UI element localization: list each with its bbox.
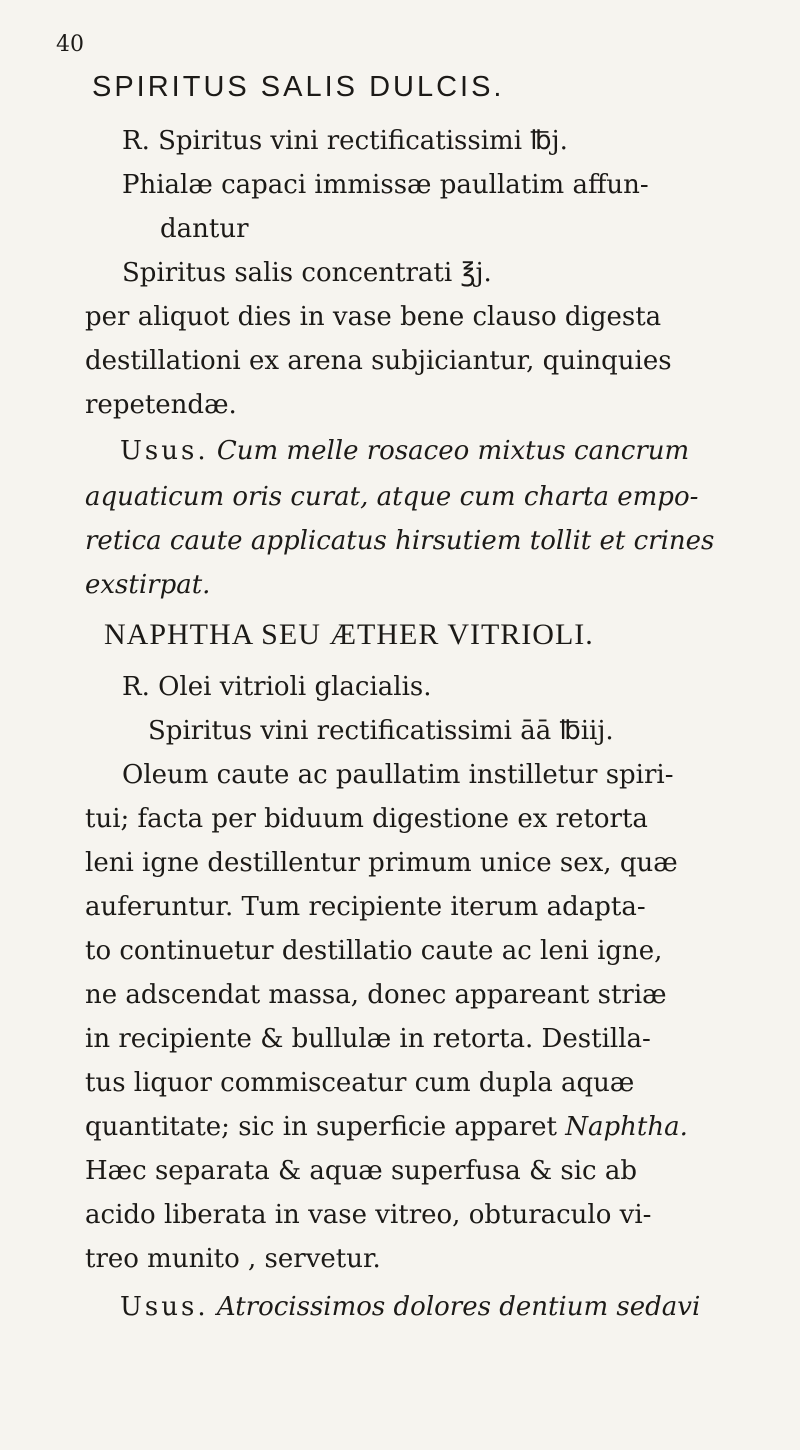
recipe-line: in recipiente & bullulæ in retorta. Destilla- — [85, 1024, 651, 1054]
usus-label: Usus. — [120, 436, 209, 466]
recipe-line: R. Spiritus vini rectificatissimi ℔j. — [122, 126, 568, 156]
recipe-line: destillationi ex arena subjiciantur, quinquies — [85, 346, 672, 376]
section-title-naphtha: NAPHTHA SEU ÆTHER VITRIOLI. — [104, 618, 594, 651]
recipe-line-text: quantitate; sic in superficie apparet — [85, 1112, 557, 1142]
recipe-line: to continuetur destillatio caute ac leni igne, — [85, 936, 663, 966]
recipe-line: per aliquot dies in vase bene clauso digesta — [85, 302, 662, 332]
recipe-line: Spiritus vini rectificatissimi āā ℔iij. — [148, 716, 614, 746]
recipe-line: acido liberata in vase vitreo, obturaculo vi- — [85, 1200, 652, 1230]
usus-text: Atrocissimos dolores dentium sedavi — [216, 1292, 701, 1322]
recipe-line: tus liquor commisceatur cum dupla aquæ — [85, 1068, 635, 1098]
recipe-line: auferuntur. Tum recipiente iterum adapta- — [85, 892, 646, 922]
recipe-line: dantur — [160, 214, 249, 244]
page-number: 40 — [56, 32, 84, 57]
recipe-line — [85, 1112, 688, 1142]
usus-line: exstirpat. — [85, 570, 211, 600]
usus-text: Cum melle rosaceo mixtus cancrum — [216, 436, 690, 466]
recipe-line: tui; facta per biduum digestione ex retorta — [85, 804, 648, 834]
recipe-line: leni igne destillentur primum unice sex, quæ — [85, 848, 678, 878]
recipe-line: ne adscendat massa, donec appareant striæ — [85, 980, 667, 1010]
recipe-line: Spiritus salis concentrati ℥j. — [122, 258, 492, 288]
usus-label: Usus. — [120, 1292, 209, 1322]
usus-paragraph — [120, 1292, 700, 1322]
recipe-line: treo munito , servetur. — [85, 1244, 381, 1274]
usus-paragraph — [120, 436, 689, 466]
usus-line: aquaticum oris curat, atque cum charta empo- — [85, 482, 699, 512]
recipe-line: Hæc separata & aquæ superfusa & sic ab — [85, 1156, 638, 1186]
recipe-line: R. Olei vitrioli glacialis. — [122, 672, 432, 702]
section-title-spiritus-salis-dulcis: SPIRITUS SALIS DULCIS. — [92, 71, 505, 103]
naphtha-word: Naphtha. — [565, 1112, 688, 1142]
recipe-line: repetendæ. — [85, 390, 237, 420]
usus-line: retica caute applicatus hirsutiem tollit et crines — [85, 526, 715, 556]
recipe-line: Oleum caute ac paullatim instilletur spiri- — [122, 760, 674, 790]
recipe-line: Phialæ capaci immissæ paullatim affun- — [122, 170, 649, 200]
